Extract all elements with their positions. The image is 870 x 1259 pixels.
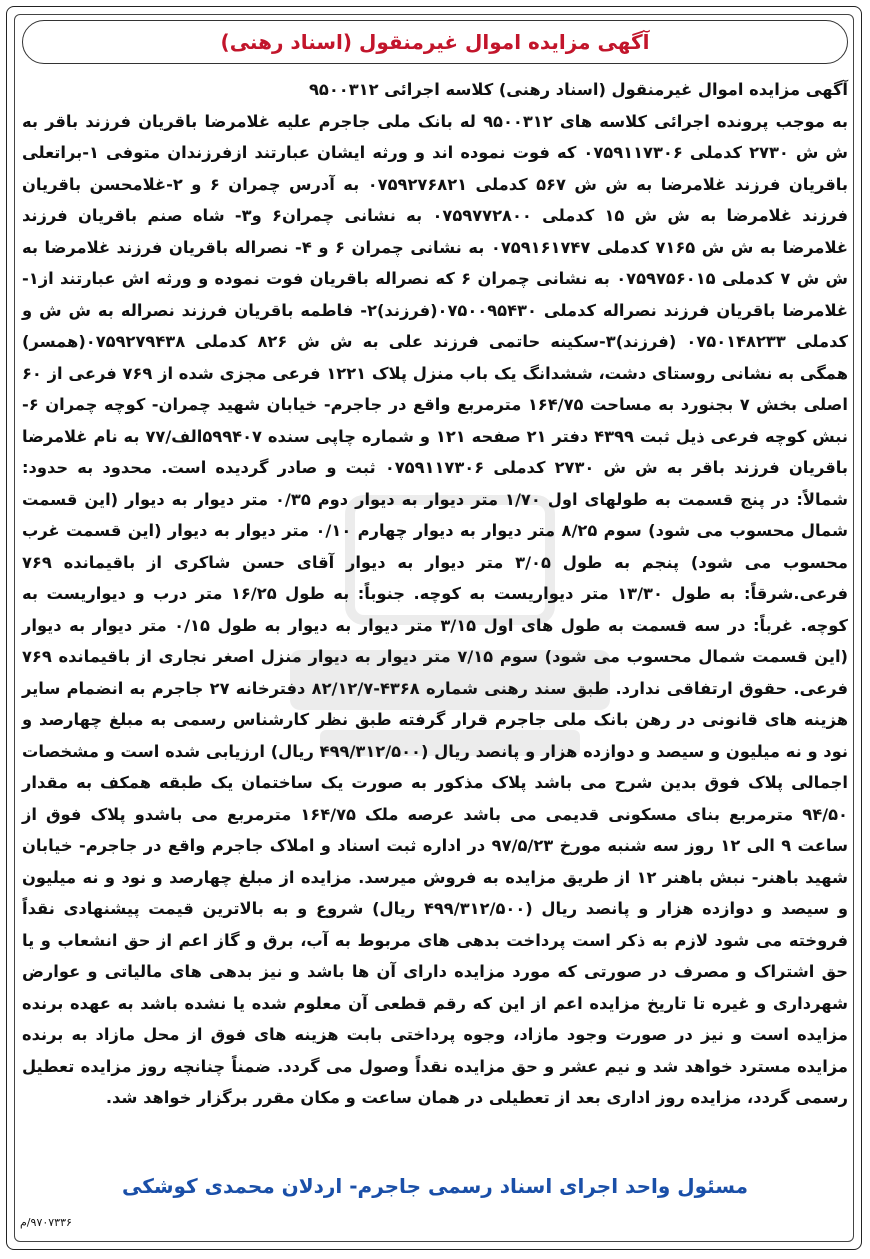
page-title: آگهی مزایده اموال غیرمنقول (اسناد رهنی) (220, 30, 650, 54)
announcement-body (22, 74, 848, 1114)
signature-line: مسئول واحد اجرای اسناد رسمی جاجرم- اردلان محمدی کوشکی (121, 1174, 749, 1198)
announcement-paragraph: به موجب پرونده اجرائی کلاسه های ۹۵۰۰۳۱۲ له بانک ملی جاجرم علیه غلامرضا باقریان فرزند باقر به ش ش ۲۷۳۰ کدملی ۰۷۵۹۱۱۷۳۰۶ که فوت نموده اند و ورثه ایشان عبارتند ازفرزندان متوفی ۱-براتعلی باقریان فرزند غلامرضا به ش ش ۵۶۷ کدملی ۰۷۵۹۲۷۶۸۲۱ به آدرس چمران ۶ و ۲-غلامحسن باقریان فرزند غلامرضا به ش ش ۱۵ کدملی ۰۷۵۹۷۷۲۸۰۰ به نشانی چمران۶ و۳- شاه صنم باقریان فرزند غلامرضا به ش ش ۷۱۶۵ کدملی ۰۷۵۹۱۶۱۷۴۷ به نشانی چمران ۶ و ۴- نصراله باقریان فرزند غلامرضا به ش ش ۷ کدملی ۰۷۵۹۷۵۶۰۱۵ به نشانی چمران ۶ که نصراله باقریان فوت نموده و ورثه اش عبارتند از۱-غلامرضا باقریان فرزند نصراله کدملی ۰۷۵۰۰۹۵۴۳۰(فرزند)۲- فاطمه باقریان فرزند نصراله به ش ش و کدملی ۰۷۵۰۱۴۸۲۳۳ (فرزند)۳-سکینه حاتمی فرزند علی به ش ش ۸۲۶ کدملی ۰۷۵۹۲۷۹۴۳۸(همسر) همگی به نشانی روستای دشت، ششدانگ یک باب منزل پلاک ۱۲۲۱ فرعی مجزی شده از ۷۶۹ فرعی از ۶۰ اصلی بخش ۷ بجنورد به مساحت ۱۶۴/۷۵ مترمربع واقع در جاجرم- خیابان شهید چمران- کوچه چمران ۶- نبش کوچه فرعی ذیل ثبت ۴۳۹۹ دفتر ۲۱ صفحه ۱۲۱ و شماره چاپی سنده ۵۹۹۴۰۷الف/۷۷ به نام غلامرضا باقریان فرزند باقر به ش ش ۲۷۳۰ کدملی ۰۷۵۹۱۱۷۳۰۶ ثبت و صادر گردیده است. محدود به حدود: شمالاً: در پنج قسمت به طولهای اول ۱/۷۰ متر دیوار به دیوار دوم ۰/۳۵ متر دیوار به دیوار (این قسمت شمال محسوب می شود) سوم ۸/۲۵ متر دیوار به دیوار چهارم ۰/۱۰ متر دیوار به دیوار (این قسمت غرب محسوب می شود) پنجم به طول ۳/۰۵ متر دیوار به دیوار آقای حسن شاکری از باقیمانده ۷۶۹ فرعی.شرقاً: به طول ۱۳/۳۰ متر دیواریست به کوچه. جنوباً: به طول ۱۶/۲۵ متر درب و دیواریست به کوچه. غرباً: در سه قسمت به طول های اول ۳/۱۵ متر دیوار به دیوار به طول ۰/۱۵ متر دیوار به دیوار (این قسمت شمال محسوب می شود) سوم ۷/۱۵ متر دیوار به دیوار منزل اصغر نجاری از باقیمانده ۷۶۹ فرعی. حقوق ارتفاقی ندارد. طبق سند رهنی شماره ۴۳۶۸-۸۲/۱۲/۷ دفترخانه ۲۷ جاجرم به انضمام سایر هزینه های قانونی در رهن بانک ملی جاجرم قرار گرفته طبق نظر کارشناس رسمی به مبلغ چهارصد و نود و نه میلیون و سیصد و دوازده هزار و پانصد ریال (۴۹۹/۳۱۲/۵۰۰ ریال) ارزیابی شده است و مشخصات اجمالی پلاک فوق بدین شرح می باشد پلاک مذکور به صورت یک ساختمان یک طبقه همکف به مقدار ۹۴/۵۰ مترمربع بنای مسکونی قدیمی می باشد عرصه ملک ۱۶۴/۷۵ مترمربع می باشدو پلاک فوق از ساعت ۹ الی ۱۲ روز سه شنبه مورخ ۹۷/۵/۲۳ در اداره ثبت اسناد و املاک جاجرم واقع در جاجرم- خیابان شهید باهنر- نبش باهنر ۱۲ از طریق مزایده به فروش میرسد. مزایده از مبلغ چهارصد و نود و نه میلیون و سیصد و دوازده هزار و پانصد ریال (۴۹۹/۳۱۲/۵۰۰ ریال) شروع و به بالاترین قیمت پیشنهادی نقداً فروخته می شود لازم به ذکر است پرداخت بدهی های مربوط به آب، برق و گاز اعم از حق انشعاب و یا حق اشتراک و مصرف در صورتی که مورد مزایده دارای آن ها باشد و نیز بدهی های مالیاتی و عوارض شهرداری و غیره تا تاریخ مزایده اعم از این که رقم قطعی آن معلوم شده یا نشده باشد به عهده برنده مزایده است و نیز در صورت وجود مازاد، وجوه پرداختی بابت هزینه های فوق از محل مازاد به برنده مزایده مسترد خواهد شد و نیم عشر و حق مزایده نقداً وصول می گردد. ضمناً چنانچه روز مزایده تعطیل رسمی گردد، مزایده روز اداری بعد از تعطیلی در همان ساعت و مکان مقرر برگزار خواهد شد. (22, 111, 849, 1107)
title-banner (22, 20, 848, 64)
reference-code: ۹۷۰۷۳۳۶/م (20, 1216, 72, 1229)
announcement-heading-line: آگهی مزایده اموال غیرمنقول (اسناد رهنی) کلاسه اجرائی ۹۵۰۰۳۱۲ (308, 80, 848, 99)
